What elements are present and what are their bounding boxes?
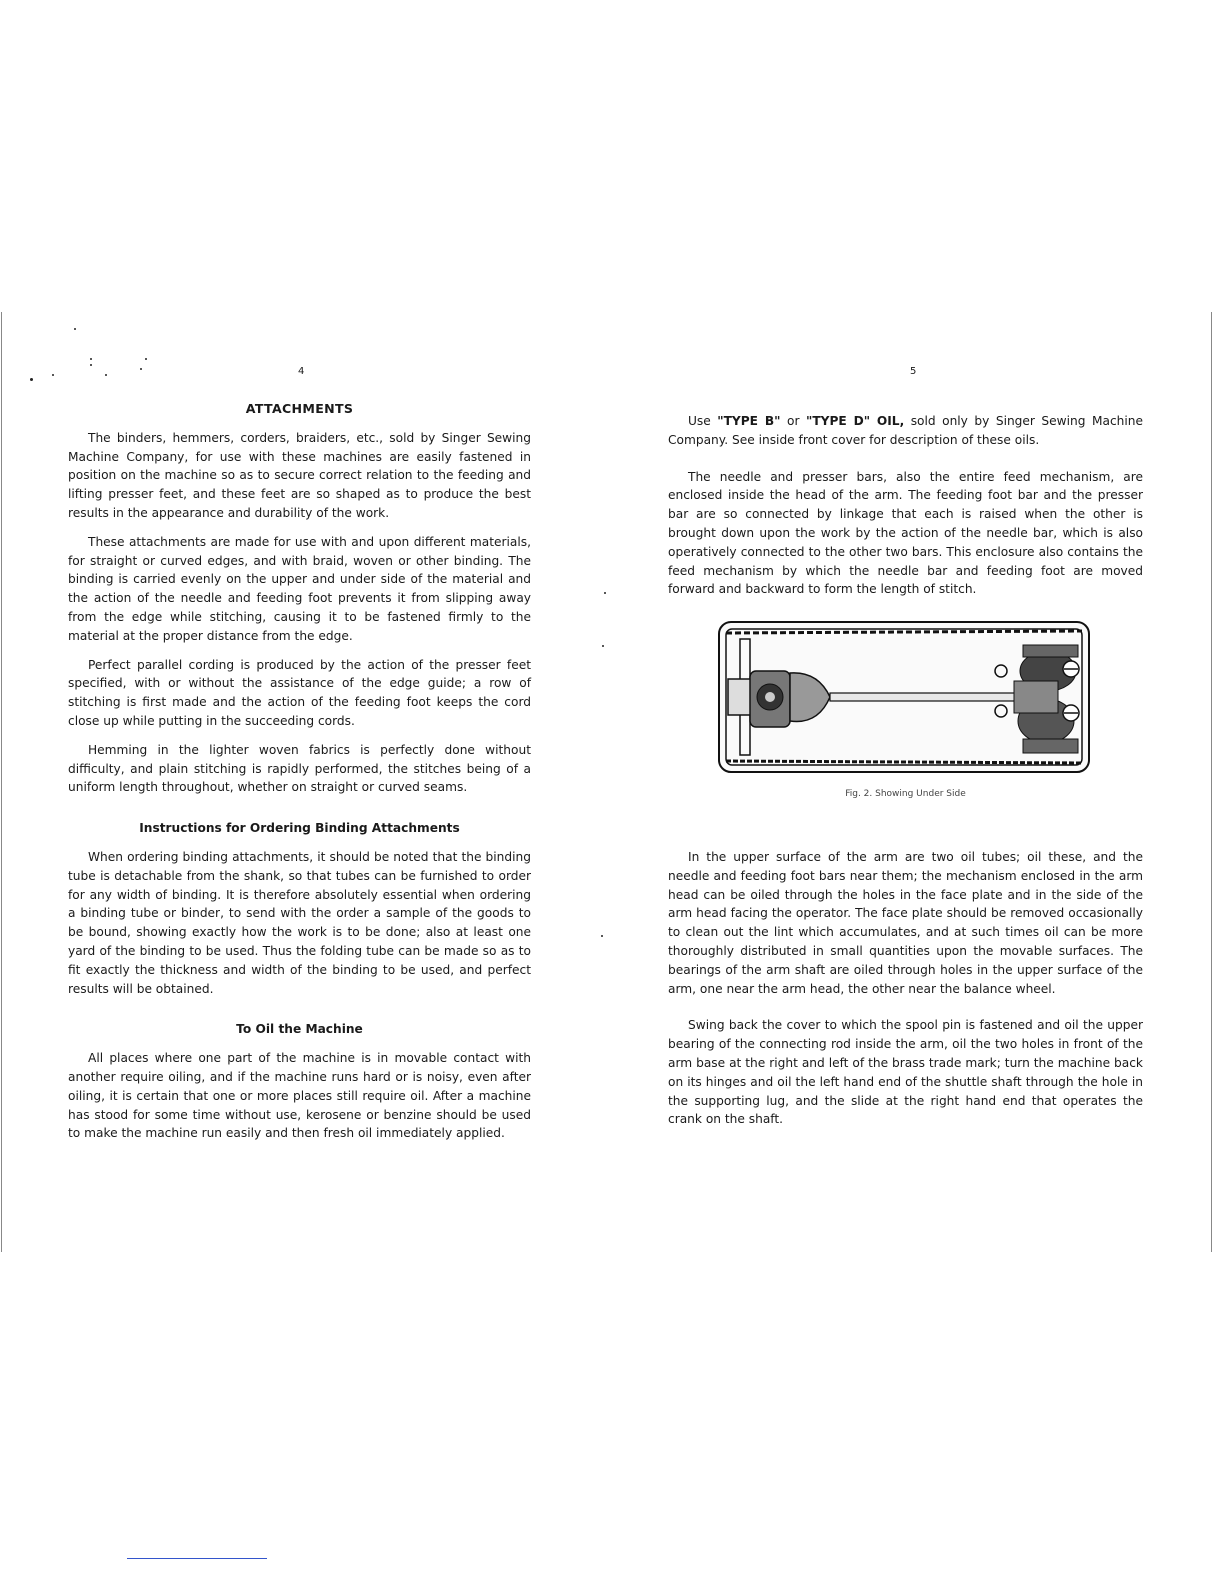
oil-or-text: or [780,414,806,428]
machine-underside-figure [718,621,1090,773]
oil-type-paragraph [668,412,1143,450]
left-text-column [68,400,531,1153]
oil-machine-heading: To Oil the Machine [236,1022,363,1037]
ordering-binding-heading: Instructions for Ordering Binding Attachments [139,821,460,836]
oil-type-d: "TYPE D" OIL, [805,414,905,428]
paragraph: The binders, hemmers, corders, braiders, etc., sold by Singer Sewing Machine Company, for use with these machines are easily fastened in position on the machine so as to secure correct relation to the feeding and lifting presser feet, and these feet are so shaped as to produce the best results in the appearance and durability of the work. [68,430,531,520]
attachments-heading: ATTACHMENTS [245,401,354,416]
paragraph: When ordering binding attachments, it should be noted that the binding tube is detachable from the shank, so that tubes can be furnished to order for any width of binding. It is therefore absolutely essential when ordering a binding tube or binder, to send with the order a sample of the goods to be bound, showing exactly how the work is to be done; also at least one yard of the binding to be used. Thus the folding tube can be made so as to fit exactly the thickness and width of the binding to be used, and perfect results will be obtained. [68,849,531,996]
paragraph: Perfect parallel cording is produced by the action of the presser feet specified, with or without the assistance of the edge guide; a row of stitching is first made and the action of the feeding foot keeps the cord close up while putting in the succeeding cords. [68,657,531,728]
paragraph: All places where one part of the machine is in movable contact with another require oiling, and if the machine runs hard or is noisy, even after oiling, it is certain that one or more places still require oil. After a machine has stood for some time without use, kerosene or benzine should be used to make the machine run easily and then fresh oil immediately applied. [68,1051,531,1141]
paragraph: Swing back the cover to which the spool pin is fastened and oil the upper bearing of the connecting rod inside the arm, oil the two holes in front of the arm base at the right and left of the brass trade mark; turn the machine back on its hinges and oil the left hand end of the shuttle shaft through the hole in the supporting lug, and the slide at the right hand end that operates the crank on the shaft. [668,1018,1143,1127]
oil-intro-rest: sold only by Singer Sewing Machine Company. See inside front cover for description of these oils. [668,414,1143,447]
paragraph: In the upper surface of the arm are two oil tubes; oil these, and the needle and feeding foot bars near them; the mechanism enclosed in the arm head can be oiled through the holes in the face plate and in the side of the arm head facing the operator. The face plate should be removed occasionally to clean out the lint which accumulates, and at such times oil can be more thoroughly distributed in small quantities upon the movable surfaces. The bearings of the arm shaft are oiled through holes in the upper surface of the arm, one near the arm head, the other near the balance wheel. [668,849,1143,996]
right-text-column [668,412,1143,1147]
machine-underside-illustration [718,621,1090,773]
paragraph: These attachments are made for use with and upon different materials, for straight or curved edges, and with braid, woven or other binding. The binding is carried evenly on the upper and under side of the material and the action of the needle and feeding foot prevents it from slipping away from the edge while stitching, causing it to be fastened firmly to the material at the proper distance from the edge. [68,534,531,643]
right-page [612,0,1224,1584]
paragraph: The needle and presser bars, also the entire feed mechanism, are enclosed inside the head of the arm. The feeding foot bar and the presser bar are so connected by linkage that each is raised when the other is brought down upon the work by the action of the needle bar, which is also operatively connected to the other two bars. This enclosure also contains the feed mechanism by which the needle bar and feeding foot are moved forward and backward to form the length of stitch. [668,469,1143,597]
page-number: 4 [298,366,305,377]
page-number: 5 [910,366,917,377]
bottom-link-rule [127,1558,267,1559]
figure-caption: Fig. 2. Showing Under Side [845,789,966,800]
paragraph: Hemming in the lighter woven fabrics is perfectly done without difficulty, and plain stitching is rapidly performed, the stitches being of a uniform length throughout, whether on straight or curved seams. [68,742,531,795]
oil-intro-text: Use [688,414,718,428]
oil-type-b: "TYPE B" [717,414,781,428]
